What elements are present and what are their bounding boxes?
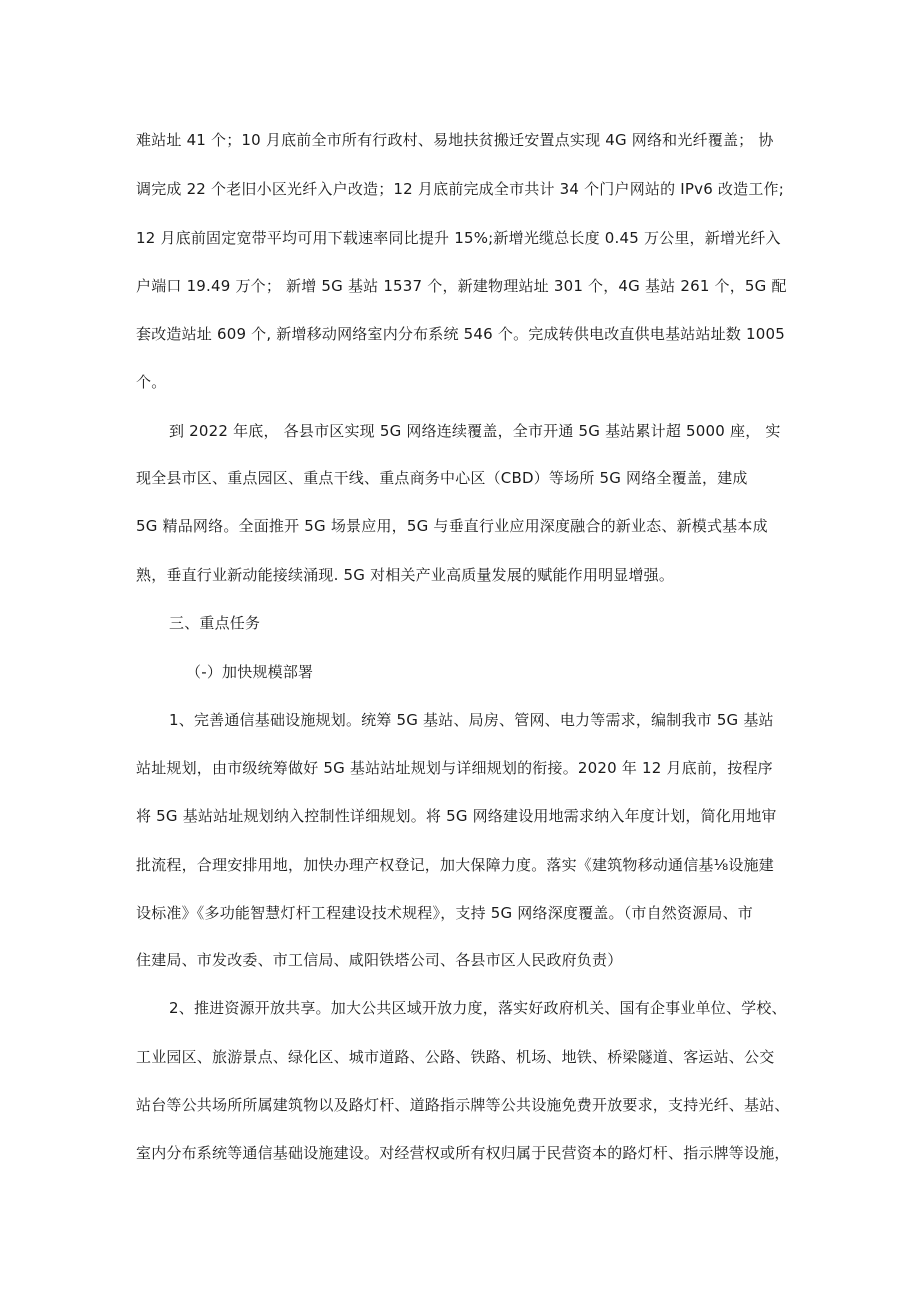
text-line: 站台等公共场所所属建筑物以及路灯杆、道路指示牌等公共设施免费开放要求，支持光纤、基站、 [136, 1096, 790, 1114]
text-line: 户端口 19.49 万个； 新增 5G 基站 1537 个，新建物理站址 301 个，4G 基站 261 个，5G 配 [136, 277, 787, 295]
text-line: 1、完善通信基础设施规划。统筹 5G 基站、局房、管网、电力等需求，编制我市 5G 基站 [169, 711, 774, 729]
text-line: 住建局、市发改委、市工信局、咸阳铁塔公司、各县市区人民政府负责） [136, 951, 623, 969]
text-line: 调完成 22 个老旧小区光纤入户改造；12 月底前完成全市共计 34 个门户网站的 IPv6 改造工作; [136, 180, 784, 198]
text-line: 设标准》《多功能智慧灯杆工程建设技术规程》，支持 5G 网络深度覆盖。（市自然资源局、市 [136, 904, 754, 922]
text-line: 12 月底前固定宽带平均可用下载速率同比提升 15%;新增光缆总长度 0.45 万公里，新增光纤入 [136, 229, 781, 247]
text-line: 现全县市区、重点园区、重点干线、重点商务中心区（CBD）等场所 5G 网络全覆盖，建成 [136, 469, 748, 487]
text-line: 室内分布系统等通信基础设施建设。对经营权或所有权归属于民营资本的路灯杆、指示牌等设施， [136, 1144, 790, 1162]
text-line: 到 2022 年底， 各县市区实现 5G 网络连续覆盖，全市开通 5G 基站累计超 5000 座， 实 [169, 422, 781, 440]
subsection-heading: （-）加快规模部署 [186, 663, 314, 681]
text-line: 熟，垂直行业新动能接续涌现. 5G 对相关产业高质量发展的赋能作用明显增强。 [136, 566, 675, 584]
text-line: 难站址 41 个；10 月底前全市所有行政村、易地扶贫搬迁安置点实现 4G 网络和光纤覆盖； 协 [136, 131, 774, 149]
text-line: 5G 精品网络。全面推开 5G 场景应用，5G 与垂直行业应用深度融合的新业态、新模式基本成 [136, 517, 768, 535]
text-line: 2、推进资源开放共享。加大公共区域开放力度，落实好政府机关、国有企事业单位、学校、 [169, 999, 787, 1017]
text-line: 将 5G 基站站址规划纳入控制性详细规划。将 5G 网络建设用地需求纳入年度计划，简化用地审 [136, 807, 777, 825]
text-line: 站址规划，由市级统筹做好 5G 基站站址规划与详细规划的衔接。2020 年 12 月底前，按程序 [136, 759, 773, 777]
section-heading: 三、重点任务 [169, 614, 261, 632]
text-line: 个。 [136, 373, 167, 391]
text-line: 工业园区、旅游景点、绿化区、城市道路、公路、铁路、机场、地铁、桥梁隧道、客运站、公交 [136, 1048, 775, 1066]
text-line: 套改造站址 609 个, 新增移动网络室内分布系统 546 个。完成转供电改直供电基站站址数 1005 [136, 325, 786, 343]
text-line: 批流程，合理安排用地，加快办理产权登记，加大保障力度。落实《建筑物移动通信基⅛设施建 [136, 856, 774, 874]
